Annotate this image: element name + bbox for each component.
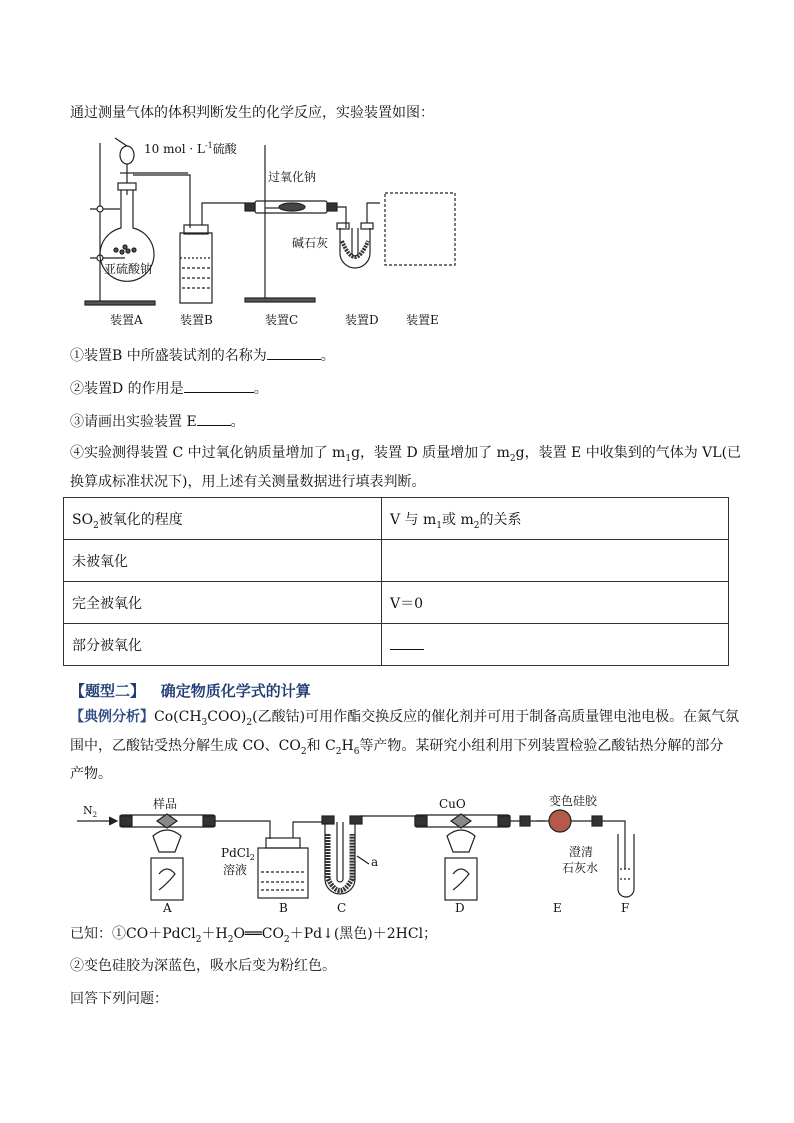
section-heading: 【题型二】 确定物质化学式的计算 [70,682,311,700]
table-header-left: $SO_2$被氧化的程度 [64,498,382,540]
known-2: ②变色硅胶为深蓝色，吸水后变为粉红色。 [70,958,336,974]
answer-blank-3[interactable] [197,411,231,426]
table-header-row [64,498,729,540]
question-1: ①装置B 中所盛装试剂的名称为 。 [70,345,335,366]
device-label-b: 装置B [180,313,213,327]
apparatus-figure-1 [80,133,480,333]
answer-blank-2[interactable] [184,378,254,393]
intro-text: 通过测量气体的体积判断发生的化学反应，实验装置如图： [70,105,434,121]
answer-blank-1[interactable] [267,345,321,360]
svg-text:F: F [621,901,630,915]
example-line-2: 围中，乙酸钴受热分解生成 CO、$CO_2$和 $C_2H_6$等产物。某研究小组利用下列装置检验乙酸钴热分解的部分 [70,738,724,757]
oxidation-table [63,497,729,666]
answer-prompt: 回答下列问题： [70,991,168,1007]
svg-text:N2: $N_2$ [83,804,98,819]
question-4-line2: 换算成标准状况下)，用上述有关测量数据进行填表判断。 [70,474,426,490]
question-3: ③请画出实验装置 E 。 [70,411,245,432]
table-header-right: V 与 $m_1$或 $m_2$的关系 [382,498,729,540]
label-na2o2: 过氧化钠 [268,170,317,184]
device-label-c: 装置C [265,313,299,327]
label-a-mark: a [371,855,379,869]
svg-text:A: A [163,901,172,915]
label-limewater-2: 石灰水 [562,861,599,875]
device-label-a: 装置A [110,313,143,327]
label-soda-lime: 碱石灰 [292,236,329,250]
table-row [64,624,729,666]
label-limewater-1: 澄清 [569,845,594,859]
question-2: ②装置D 的作用是 。 [70,378,268,399]
svg-text:E: E [553,901,562,915]
table-cell-answer[interactable] [382,624,729,666]
svg-text:B: B [279,901,288,915]
table-row [64,582,729,624]
table-cell: 完全被氧化 [64,582,382,624]
device-label-e: 装置E [406,313,439,327]
label-sample: 样品 [153,797,178,811]
svg-text:10 mol · L-1硫酸: 10 mol · $L^{-1}$硫酸 [144,141,237,156]
known-1: 已知：$①CO+PdCl_2+H_2O══CO_2+Pd↓$(黑色)＋2HCl； [70,926,438,945]
apparatus-figure-2 [75,794,655,916]
example-line-3: 产物。 [70,766,112,782]
table-cell: 部分被氧化 [64,624,382,666]
table-cell: 未被氧化 [64,540,382,582]
label-silica-gel: 变色硅胶 [549,794,598,808]
label-cuo: CuO [439,797,466,811]
svg-text:C: C [337,901,347,915]
example-line-1: 【典例分析】$Co(CH_3COO)_2$(乙酸钴)可用作酯交换反应的催化剂并可用于制备高质量锂电池电极。在氮气氛 [70,709,740,728]
table-row [64,540,729,582]
label-sodium-sulfite: 亚硫酸钠 [104,262,153,276]
device-label-d: 装置D [345,313,379,327]
svg-text:D: D [455,901,465,915]
table-cell-answer[interactable] [382,540,729,582]
svg-text:PdCl2: PdCl$_2$ [221,846,255,862]
table-cell: V＝0 [382,582,729,624]
label-solution: 溶液 [223,863,248,877]
question-4-line1: ④实验测得装置 C 中过氧化钠质量增加了 $m_1g$，装置 D 质量增加了 $m_2g$，装置 E 中收集到的气体为 VL(已 [70,445,742,464]
